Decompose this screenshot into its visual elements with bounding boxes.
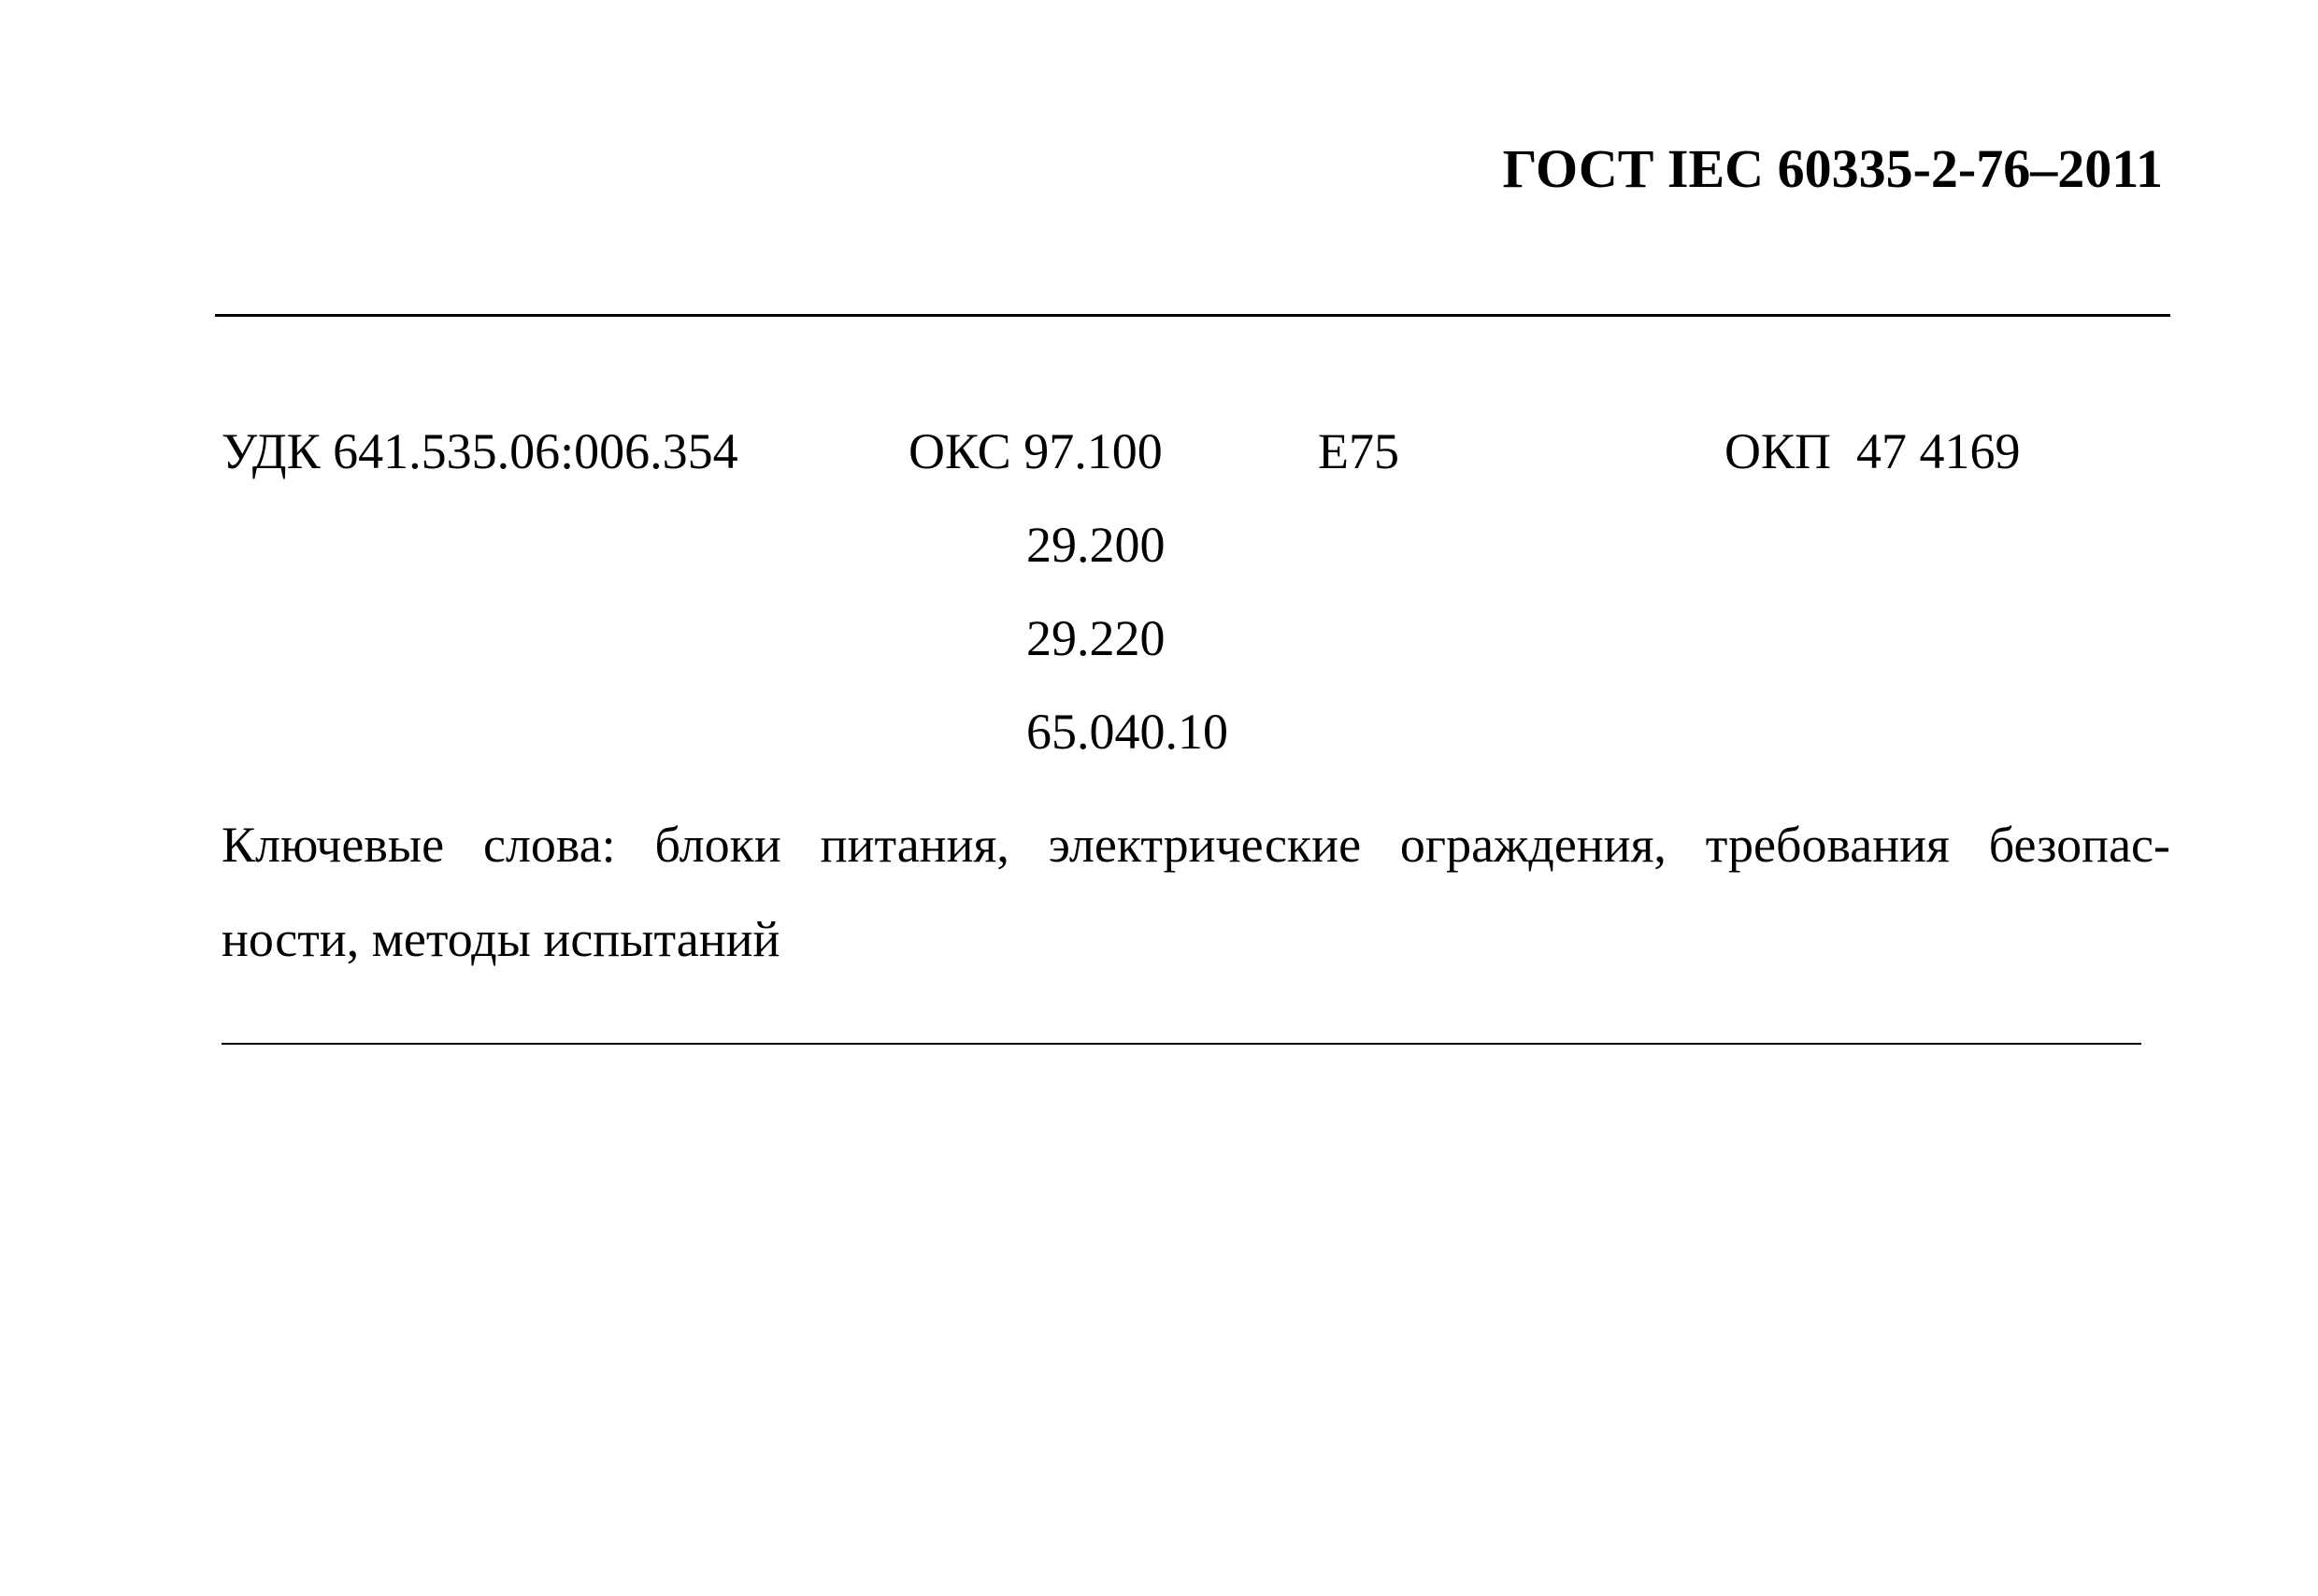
- okp-code: ОКП 47 4169: [1724, 423, 2021, 479]
- bottom-divider: [222, 1043, 2141, 1045]
- oks-code-primary: ОКС 97.100: [909, 423, 1163, 479]
- keywords-line: ности, методы испытаний: [222, 911, 780, 967]
- classification-code: Е75: [1318, 423, 1399, 479]
- keywords-line: Ключевые слова: блоки питания, электрические ограждения, требования безопас-: [222, 817, 2170, 873]
- udc-code: УДК 641.535.06:006.354: [222, 423, 738, 479]
- oks-code-additional: 29.220: [1026, 610, 1166, 666]
- oks-code-additional: 29.200: [1026, 517, 1166, 573]
- standard-number: ГОСТ IEC 60335-2-76–2011: [1502, 138, 2163, 199]
- oks-code-additional: 65.040.10: [1026, 704, 1228, 760]
- top-divider: [215, 314, 2170, 317]
- keywords-paragraph: [222, 798, 2170, 987]
